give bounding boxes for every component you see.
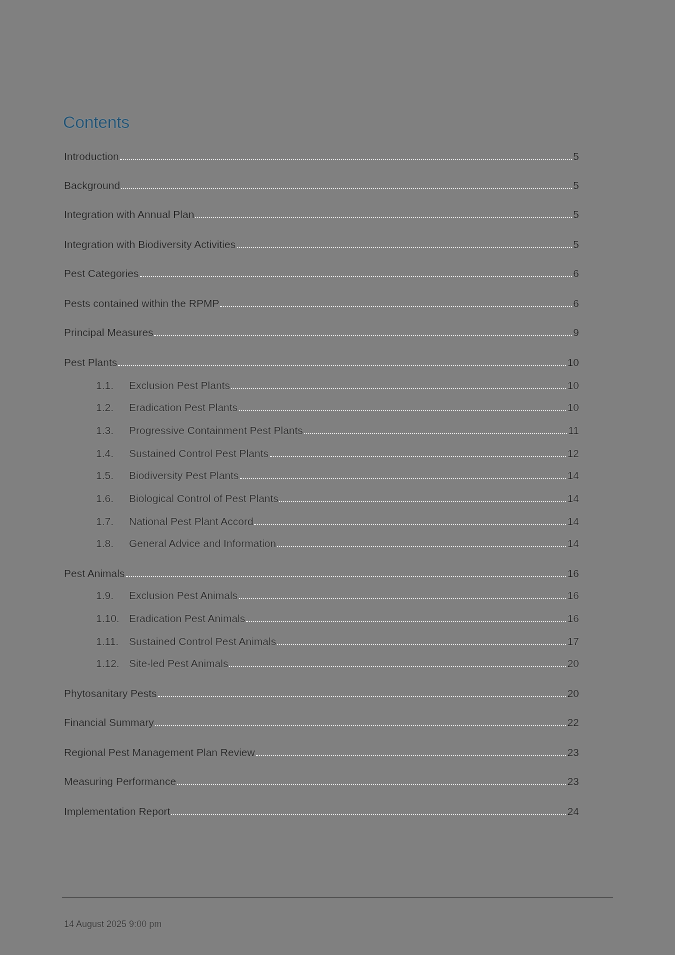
toc-entry-number: 1.3.: [96, 425, 114, 437]
toc-entry-page-number: 24: [567, 806, 579, 818]
toc-entry-label: Pest Animals: [64, 568, 125, 580]
toc-entry-label: Introduction: [64, 151, 119, 163]
toc-entry-number: 1.7.: [96, 516, 114, 528]
dot-leader: [239, 410, 567, 411]
dot-leader: [120, 159, 572, 160]
toc-entry-label: Progressive Containment Pest Plants: [129, 425, 303, 437]
dot-leader: [158, 696, 567, 697]
toc-subentry[interactable]: [96, 379, 579, 393]
toc-entry-label: Site-led Pest Animals: [129, 658, 229, 670]
toc-entry[interactable]: [64, 356, 579, 370]
dot-leader: [171, 814, 566, 815]
footer-divider: [62, 897, 613, 898]
toc-entry[interactable]: [64, 716, 579, 730]
toc-entry-number: 1.11.: [96, 636, 119, 648]
toc-entry-page-number: 11: [568, 425, 579, 437]
toc-subentry[interactable]: [96, 537, 579, 551]
toc-entry[interactable]: [64, 805, 579, 819]
toc-entry-label: Integration with Biodiversity Activities: [64, 239, 236, 251]
toc-subentry[interactable]: [96, 447, 579, 461]
toc-entry-label: Principal Measures: [64, 327, 154, 339]
dot-leader: [154, 335, 572, 336]
toc-entry[interactable]: [64, 567, 579, 581]
toc-entry-label: Sustained Control Pest Plants: [129, 448, 269, 460]
toc-entry-label: Pest Categories: [64, 268, 139, 280]
toc-entry-page-number: 10: [567, 357, 579, 369]
toc-subentry[interactable]: [96, 492, 579, 506]
toc-entry-label: Biodiversity Pest Plants: [129, 470, 239, 482]
toc-entry-number: 1.2.: [96, 402, 114, 414]
toc-entry-page-number: 16: [567, 613, 579, 625]
toc-entry-page-number: 20: [567, 688, 579, 700]
toc-entry-number: 1.8.: [96, 538, 114, 550]
toc-entry-number: 1.9.: [96, 590, 114, 602]
toc-entry-page-number: 23: [567, 776, 579, 788]
toc-entry-page-number: 6: [573, 298, 579, 310]
toc-entry-page-number: 16: [567, 590, 579, 602]
toc-entry[interactable]: [64, 746, 579, 760]
toc-entry-page-number: 14: [567, 470, 579, 482]
toc-entry-label: Eradication Pest Animals: [129, 613, 246, 625]
dot-leader: [177, 784, 566, 785]
toc-subentry[interactable]: [96, 515, 579, 529]
toc-entry[interactable]: [64, 267, 579, 281]
toc-entry-page-number: 5: [573, 239, 579, 251]
toc-entry[interactable]: [64, 297, 579, 311]
toc-subentry[interactable]: [96, 589, 579, 603]
toc-entry-label: Regional Pest Management Plan Review: [64, 747, 255, 759]
dot-leader: [126, 576, 567, 577]
toc-entry-label: Measuring Performance: [64, 776, 177, 788]
toc-entry-page-number: 5: [573, 209, 579, 221]
dot-leader: [195, 217, 572, 218]
toc-entry-page-number: 6: [573, 268, 579, 280]
toc-entry-number: 1.12.: [96, 658, 120, 670]
dot-leader: [220, 306, 572, 307]
dot-leader: [304, 433, 567, 434]
toc-entry-label: Implementation Report: [64, 806, 171, 818]
toc-subentry[interactable]: [96, 635, 579, 649]
toc-subentry[interactable]: [96, 401, 579, 415]
toc-entry-label: Eradication Pest Plants: [129, 402, 238, 414]
toc-entry-page-number: 5: [573, 151, 579, 163]
toc-entry-label: Financial Summary: [64, 717, 154, 729]
dot-leader: [118, 365, 566, 366]
dot-leader: [277, 644, 566, 645]
toc-entry[interactable]: [64, 150, 579, 164]
toc-subentry[interactable]: [96, 424, 579, 438]
toc-entry-label: Phytosanitary Pests: [64, 688, 157, 700]
toc-entry[interactable]: [64, 326, 579, 340]
footer-date: 14 August 2025 9:00 pm: [64, 919, 162, 929]
dot-leader: [277, 546, 566, 547]
toc-entry[interactable]: [64, 238, 579, 252]
toc-entry-label: Exclusion Pest Animals: [129, 590, 238, 602]
dot-leader: [279, 501, 566, 502]
toc-entry-page-number: 16: [567, 568, 579, 580]
toc-entry-label: General Advice and Information: [129, 538, 277, 550]
dot-leader: [239, 598, 567, 599]
toc-subentry[interactable]: [96, 657, 579, 671]
dot-leader: [237, 247, 573, 248]
toc-entry-page-number: 5: [573, 180, 579, 192]
toc-entry-page-number: 10: [567, 380, 579, 392]
toc-entry-page-number: 10: [567, 402, 579, 414]
toc-entry-label: Background: [64, 180, 121, 192]
toc-entry-label: Exclusion Pest Plants: [129, 380, 230, 392]
dot-leader: [155, 725, 566, 726]
toc-entry-page-number: 12: [567, 448, 579, 460]
toc-entry[interactable]: [64, 775, 579, 789]
toc-entry-number: 1.1.: [96, 380, 114, 392]
toc-entry[interactable]: [64, 208, 579, 222]
dot-leader: [270, 456, 567, 457]
dot-leader: [256, 755, 566, 756]
contents-heading: Contents: [63, 113, 130, 132]
toc-entry-label: Integration with Annual Plan: [64, 209, 195, 221]
dot-leader: [254, 524, 566, 525]
toc-entry-page-number: 14: [567, 516, 579, 528]
toc-entry[interactable]: [64, 687, 579, 701]
toc-entry-number: 1.4.: [96, 448, 114, 460]
toc-entry-page-number: 9: [573, 327, 579, 339]
toc-entry-page-number: 14: [567, 493, 579, 505]
dot-leader: [121, 188, 572, 189]
toc-entry-label: Pests contained within the RPMP: [64, 298, 220, 310]
toc-entry-page-number: 22: [567, 717, 579, 729]
toc-entry-number: 1.10.: [96, 613, 120, 625]
toc-entry-page-number: 17: [567, 636, 579, 648]
toc-subentry[interactable]: [96, 469, 579, 483]
toc-entry-label: Sustained Control Pest Animals: [129, 636, 277, 648]
dot-leader: [231, 388, 566, 389]
toc-subentry[interactable]: [96, 612, 579, 626]
toc-entry-number: 1.5.: [96, 470, 114, 482]
toc-entry-label: Biological Control of Pest Plants: [129, 493, 279, 505]
dot-leader: [240, 478, 567, 479]
toc-entry-page-number: 14: [567, 538, 579, 550]
toc-entry[interactable]: [64, 179, 579, 193]
dot-leader: [140, 276, 572, 277]
toc-entry-page-number: 20: [567, 658, 579, 670]
toc-entry-page-number: 23: [567, 747, 579, 759]
dot-leader: [246, 621, 566, 622]
toc-entry-label: Pest Plants: [64, 357, 118, 369]
toc-entry-number: 1.6.: [96, 493, 114, 505]
toc-entry-label: National Pest Plant Accord: [129, 516, 254, 528]
dot-leader: [229, 666, 566, 667]
